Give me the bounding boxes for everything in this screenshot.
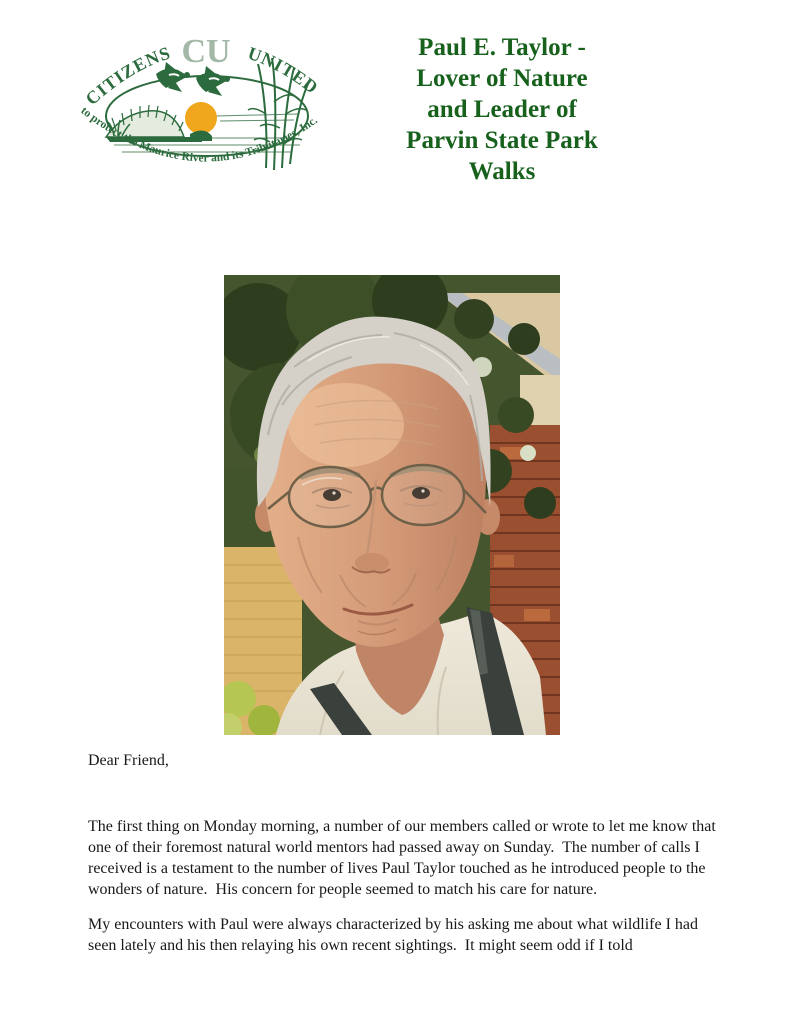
title-line-4: Parvin State Park (406, 127, 598, 154)
title-line-5: Walks (468, 158, 536, 185)
logo-text-united: UNITED (245, 42, 323, 98)
title-line-3: and Leader of (427, 96, 577, 123)
title-line-1: Paul E. Taylor - (418, 34, 586, 61)
logo-text-citizens: CITIZENS (81, 42, 174, 110)
letter-paragraph-1: The first thing on Monday morning, a number of our members called or wrote to let me know that one of their foremost natural world mentors had passed away on Sunday. The number of calls I received is a testament to the number of lives Paul Taylor touched as he introduced people to the wonders of nature. His concern for people seemed to match his care for nature. (88, 818, 720, 898)
title-line-2: Lover of Nature (416, 65, 588, 92)
citizens-united-logo (70, 18, 346, 194)
letter-paragraph-2: My encounters with Paul were always characterized by his asking me about what wildlife I had seen lately and his then relaying his own recent sightings. It might seem odd if I told (88, 916, 703, 954)
salutation: Dear Friend, (88, 752, 169, 769)
sun-graphic (185, 102, 217, 134)
portrait-photo (224, 275, 560, 735)
logo-text-cu: CU (181, 33, 231, 70)
page-title (368, 32, 636, 187)
logo-tagline: to protect the Maurice River and its Tributaries, Inc. (78, 104, 320, 165)
letter-body (88, 750, 720, 970)
